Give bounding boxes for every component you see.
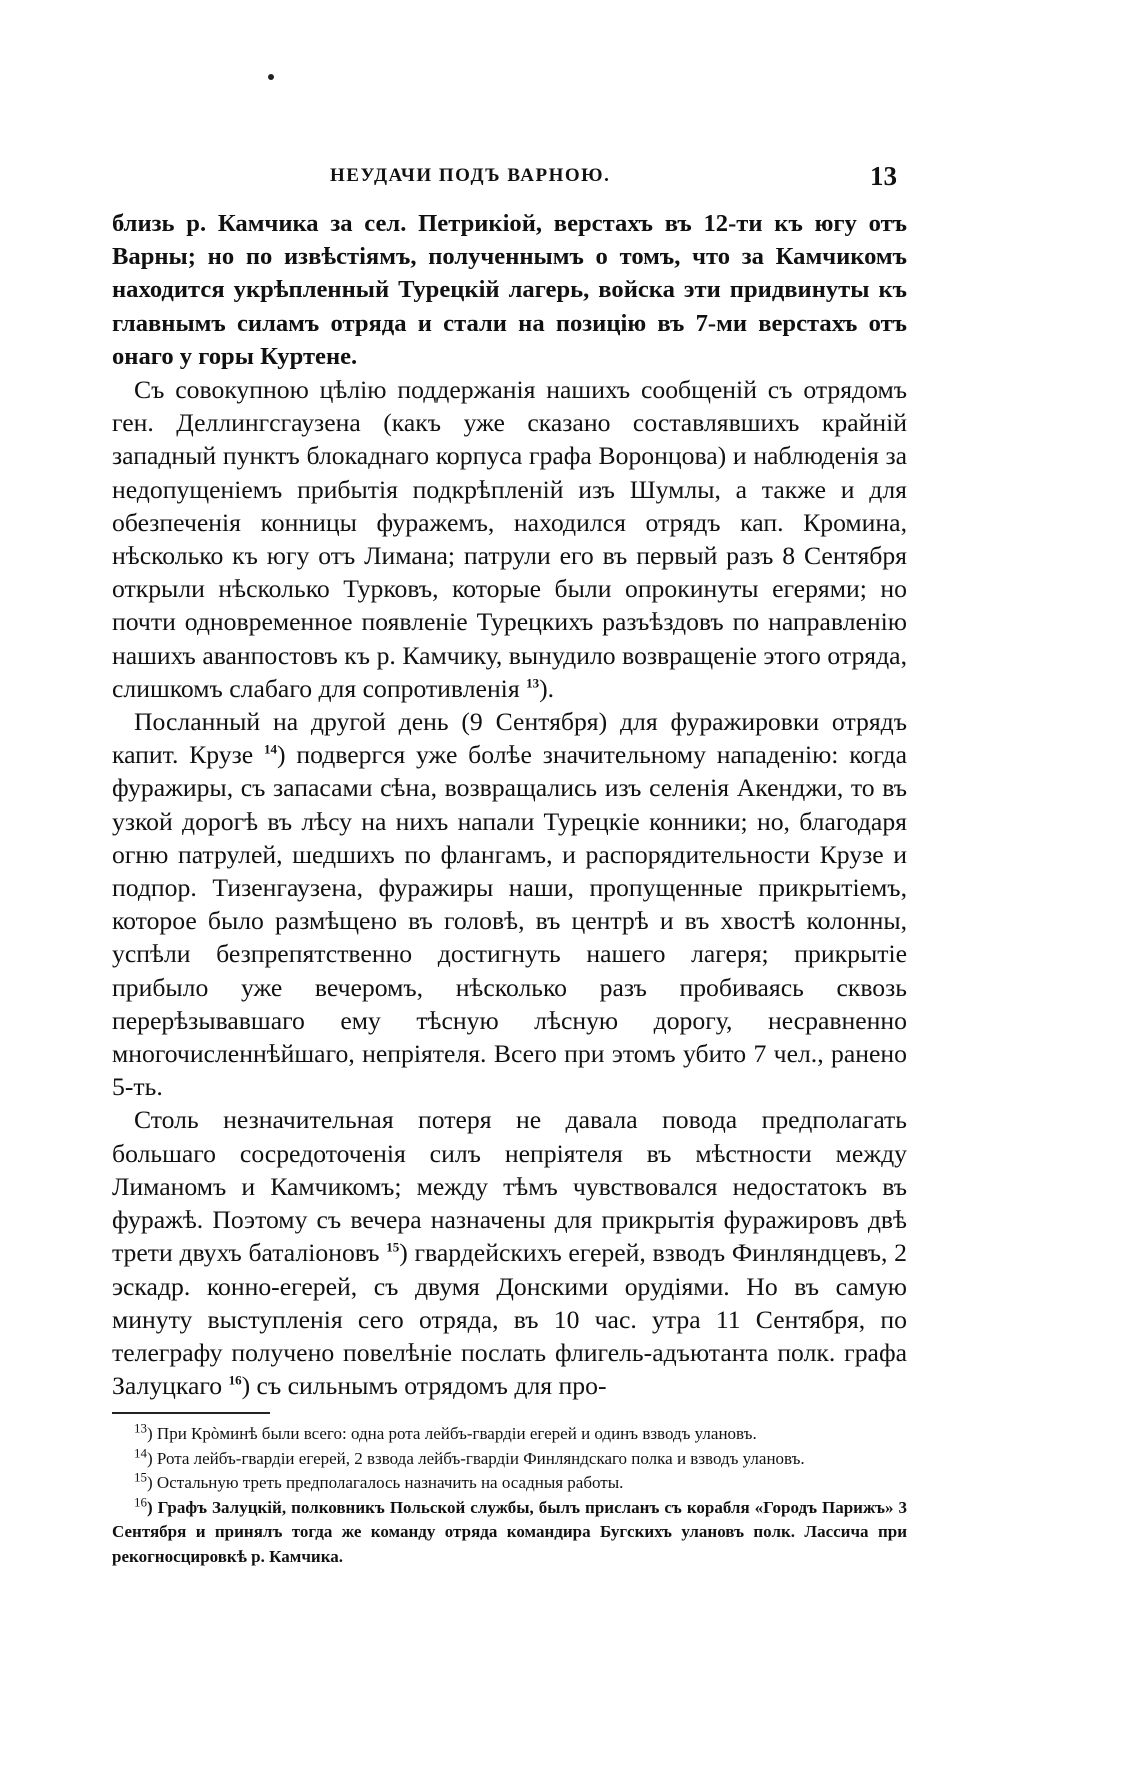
footnote-number: 16	[134, 1494, 147, 1510]
footnote-16	[112, 1496, 907, 1570]
footnote-text: ) Графъ Залуцкій, полковникъ Польской службы, былъ присланъ съ корабля «Городъ Парижъ» 3 Сентября и принялъ тогда же команду отряда командира Бугскихъ улановъ полк. Лассича при рекогносцировкѣ р. Камчика.	[112, 1497, 907, 1566]
body-text	[112, 207, 907, 1402]
paragraph-3	[112, 705, 907, 1103]
footnote-number: 14	[134, 1445, 147, 1461]
running-head	[112, 161, 907, 205]
paragraph-2-end: ).	[539, 673, 555, 703]
footnote-ref-14: 14	[264, 741, 277, 757]
paragraph-2	[112, 373, 907, 705]
paragraph-3-text: Посланный на другой день (9 Сентября) для фуражировки отрядъ капит. Крузе	[112, 707, 907, 770]
footnote-divider	[112, 1412, 270, 1414]
footnote-14	[112, 1447, 907, 1472]
page-number: 13	[870, 161, 897, 191]
paragraph-4-end: ) съ сильнымъ отрядомъ для про-	[241, 1371, 607, 1401]
ink-speck	[268, 74, 274, 80]
paragraph-1	[112, 207, 907, 373]
running-title: НЕУДАЧИ ПОДЪ ВАРНОЮ.	[330, 165, 611, 186]
paragraph-2-text: Съ совокупною цѣлію поддержанія нашихъ сообщеній съ отрядомъ ген. Деллингсгаузена (какъ уже сказано составлявшихъ крайній западный пунктъ блокаднаго корпуса графа Воронцова) и наблюденія за недопущеніемъ прибытія подкрѣпленій изъ Шумлы, а также и для обезпеченія конницы фуражемъ, находился отрядъ кап. Кромина, нѣсколько къ югу отъ Лимана; патрули его въ первый разъ 8 Сентября открыли нѣсколько Турковъ, которые были опрокинуты егерями; но почти одновременное появленіе Турецкихъ разъѣздовъ по направленію нашихъ аванпостовъ къ р. Камчику, вынудило возвращеніе этого отряда, слишкомъ слабаго для сопротивленія	[112, 375, 907, 703]
footnote-text: ) При Крòминѣ были всего: одна рота лейбъ-гвардіи егерей и одинъ взводъ улановъ.	[147, 1424, 757, 1444]
paragraph-4	[112, 1103, 907, 1402]
paragraph-4-middle: ) гвардейскихъ егерей, взводъ Финляндцевъ, 2 эскадр. конно-егерей, съ двумя Донскими орудіями. Но въ самую минуту выступленія сего отряда, въ 10 час. утра 11 Сентября, по телеграфу получено повелѣніе послать флигель-адъютанта полк. графа Залуцкаго	[112, 1238, 907, 1401]
footnotes	[112, 1422, 907, 1569]
footnote-ref-16: 16	[228, 1372, 242, 1388]
paragraph-3-end: ) подвергся уже болѣе значительному нападенію: когда фуражиры, съ запасами сѣна, возвращались изъ селенія Акенджи, то въ узкой дорогѣ въ лѣсу на нихъ напали Турецкіе конники; но, благодаря огню патрулей, шедшихъ по флангамъ, и распорядительности Крузе и подпор. Тизенгаузена, фуражиры наши, пропущенные прикрытіемъ, которое было размѣщено въ головѣ, въ центрѣ и въ хвостѣ колонны, успѣли безпрепятственно достигнуть нашего лагеря; прикрытіе прибыло уже вечеромъ, нѣсколько разъ пробиваясь сквозь перерѣзывавшаго ему тѣсную лѣсную дорогу, несравненно многочисленнѣйшаго, непріятеля. Всего при этомъ убито 7 чел., ранено 5-ть.	[112, 740, 907, 1102]
footnote-number: 13	[134, 1420, 147, 1436]
footnote-number: 15	[134, 1469, 147, 1485]
footnote-13	[112, 1422, 907, 1447]
paragraph-4-text: Столь незначительная потеря не давала повода предполагать большаго сосредоточенія силъ непріятеля въ мѣстности между Лиманомъ и Камчикомъ; между тѣмъ чувствовался недостатокъ въ фуражѣ. Поэтому съ вечера назначены для прикрытія фуражировъ двѣ трети двухъ баталіоновъ	[112, 1105, 907, 1268]
footnote-ref-15: 15	[386, 1239, 400, 1255]
footnote-text: ) Рота лейбъ-гвардіи егерей, 2 взвода лейбъ-гвардіи Финляндскаго полка и взводъ улановъ.	[147, 1448, 805, 1468]
book-page	[112, 161, 907, 1569]
footnote-text: ) Остальную треть предполагалось назначить на осадныя работы.	[147, 1473, 624, 1493]
paragraph-1-text: близь р. Камчика за сел. Петрикіой, верстахъ въ 12-ти къ югу отъ Варны; но по извѣстіямъ, полученнымъ о томъ, что за Камчикомъ находится укрѣпленный Турецкій лагерь, войска эти придвинуты къ главнымъ силамъ отряда и стали на позицію въ 7-ми верстахъ отъ онаго у горы Куртене.	[112, 210, 907, 370]
footnote-15	[112, 1471, 907, 1496]
footnote-ref-13: 13	[526, 675, 540, 691]
